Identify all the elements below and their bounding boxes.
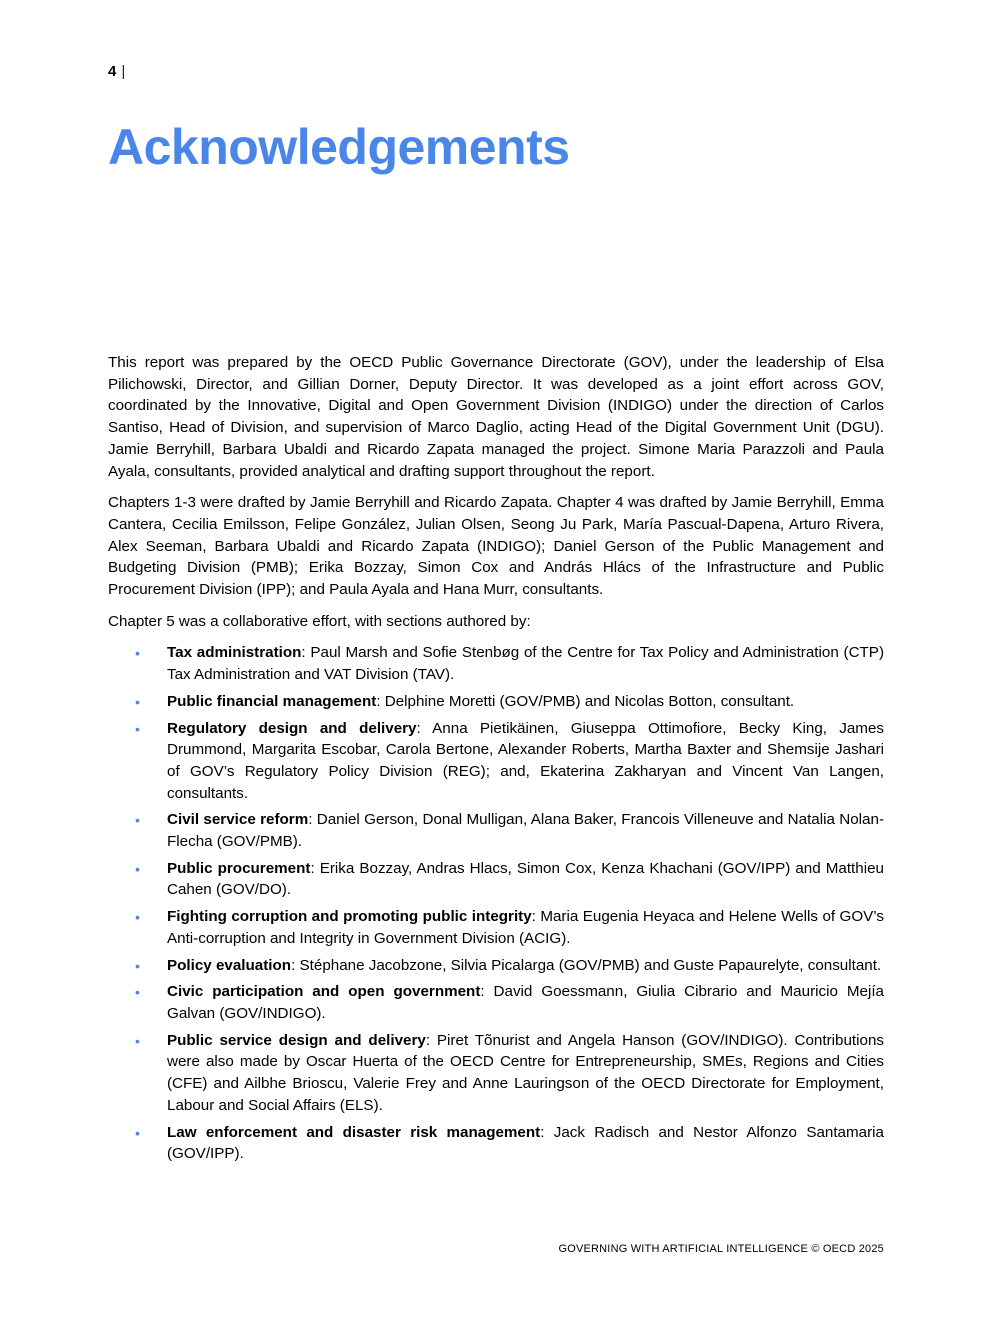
bullet-icon: • [135, 1032, 140, 1049]
page-header [108, 0, 884, 82]
bullet-icon: • [135, 957, 140, 974]
section-label: Tax administration [167, 644, 302, 662]
section-label: Civil service reform [167, 811, 309, 829]
section-authors: : Maria Eugenia Heyaca and Helene Wells of GOV’s Anti-corruption and Integrity in Government Division (ACIG). [167, 908, 884, 947]
list-item-civic-participation [108, 981, 884, 1024]
list-item-fighting-corruption [108, 906, 884, 949]
page-number: 4 [108, 63, 117, 80]
page-title: Acknowledgements [108, 119, 570, 175]
intro-paragraph-3: Chapter 5 was a collaborative effort, with sections authored by: [108, 612, 531, 630]
section-authors: : Daniel Gerson, Donal Mulligan, Alana Baker, Francois Villeneuve and Natalia Nolan-Flecha (GOV/PMB). [167, 811, 884, 851]
intro-paragraph-2: Chapters 1-3 were drafted by Jamie Berryhill and Ricardo Zapata. Chapter 4 was drafted by Jamie Berryhill, Emma Cantera, Cecilia Emilsson, Felipe González, Julian Olsen, Seong Ju Park, María Pascual-Dapena, Arturo Rivera, Alex Seeman, Barbara Ubaldi and Ricardo Zapata (INDIGO); Daniel Gerson of the Public Management and Budgeting Division (PMB); Erika Bozzay, Simon Cox and András Hlács of the Infrastructure and Public Procurement Division (IPP); and Paula Ayala and Hana Murr, consultants. [108, 494, 884, 599]
bullet-icon: • [135, 645, 140, 662]
bullet-icon: • [135, 720, 140, 737]
bullet-icon: • [135, 860, 140, 877]
section-authors: : Paul Marsh and Sofie Stenbøg of the Centre for Tax Policy and Administration (CTP) Tax Administration and VAT Division (TAV). [167, 644, 884, 684]
section-authors: : David Goessmann, Giulia Cibrario and Mauricio Mejía Galvan (GOV/INDIGO). [167, 983, 884, 1022]
list-item-law-enforcement [108, 1122, 884, 1165]
list-item-civil-service-reform [108, 809, 884, 852]
section-authors: : Erika Bozzay, Andras Hlacs, Simon Cox, Kenza Khachani (GOV/IPP) and Matthieu Cahen (GOV/DO). [167, 859, 884, 899]
bullet-icon: • [135, 984, 140, 1001]
section-label: Regulatory design and delivery [167, 719, 417, 737]
list-item-public-financial-management [108, 691, 884, 713]
section-authors: : Jack Radisch and Nestor Alfonzo Santamaria (GOV/IPP). [167, 1123, 884, 1163]
footer-running-title: GOVERNING WITH ARTIFICIAL INTELLIGENCE © OECD 2025 [558, 1243, 884, 1255]
bullet-icon: • [135, 909, 140, 926]
authors-list [108, 642, 884, 1164]
list-item-public-procurement [108, 858, 884, 901]
section-authors: : Stéphane Jacobzone, Silvia Picalarga (GOV/PMB) and Guste Papaurelyte, consultant. [291, 956, 882, 974]
list-item-policy-evaluation [108, 955, 884, 977]
section-label: Civic participation and open government [167, 983, 481, 1001]
body-text-block [108, 352, 884, 1165]
list-item-regulatory-design-and-delivery [108, 718, 884, 805]
section-label: Policy evaluation [167, 956, 292, 974]
section-label: Public service design and delivery [167, 1031, 426, 1049]
section-label: Fighting corruption and promoting public integrity [167, 908, 532, 926]
section-authors: : Anna Pietikäinen, Giuseppa Ottimofiore, Becky King, James Drummond, Margarita Escobar, Carola Bertone, Alexander Roberts, Martha Baxter and Shemsije Jashari of GOV’s Regulatory Policy Division (REG); and, Ekaterina Zakharyan and Vincent Van Langen, consultants. [167, 719, 885, 802]
section-label: Public financial management [167, 692, 377, 710]
intro-paragraph-1: This report was prepared by the OECD Public Governance Directorate (GOV), under the leadership of Elsa Pilichowski, Director, and Gillian Dorner, Deputy Director. It was developed as a joint effort across GOV, coordinated by the Innovative, Digital and Open Government Division (INDIGO) under the direction of Carlos Santiso, Head of Division, and supervision of Marco Daglio, acting Head of the Digital Government Unit (DGU). Jamie Berryhill, Barbara Ubaldi and Ricardo Zapata managed the project. Simone Maria Parazzoli and Paula Ayala, consultants, provided analytical and drafting support throughout the report. [108, 354, 884, 480]
page-number-separator: | [121, 63, 126, 80]
bullet-icon: • [135, 812, 140, 829]
section-authors: : Delphine Moretti (GOV/PMB) and Nicolas Botton, consultant. [376, 692, 795, 710]
list-item-tax-administration [108, 642, 884, 685]
section-label: Public procurement [167, 859, 311, 877]
bullet-icon: • [135, 1124, 140, 1141]
section-label: Law enforcement and disaster risk management [167, 1123, 541, 1141]
section-authors: : Piret Tõnurist and Angela Hanson (GOV/INDIGO). Contributions were also made by Oscar Huerta of the OECD Centre for Entrepreneurship, SMEs, Regions and Cities (CFE) and Ailbhe Brioscu, Valerie Frey and Anne Lauringson of the OECD Directorate for Employment, Labour and Social Affairs (ELS). [167, 1031, 884, 1114]
list-item-public-service-design [108, 1030, 884, 1117]
bullet-icon: • [135, 693, 140, 710]
